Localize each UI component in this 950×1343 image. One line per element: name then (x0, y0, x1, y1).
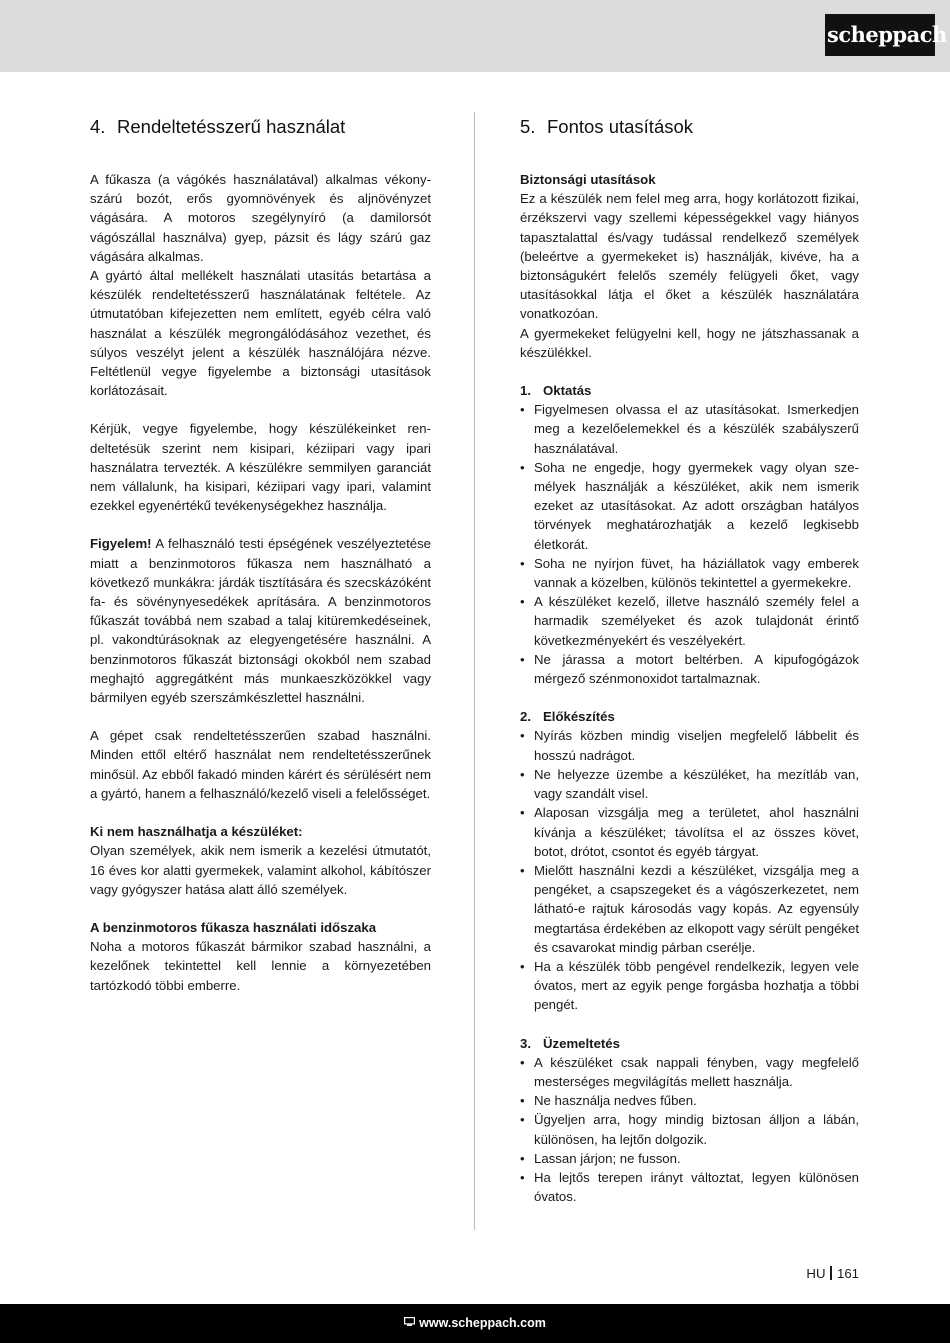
section-5-title: Fontos utasítások (547, 116, 694, 137)
section-5-number: 5. (520, 116, 536, 137)
bullet-list (520, 400, 859, 688)
list-item: • Lassan járjon; ne fusson. (520, 1150, 681, 1166)
list-item: • Ügyeljen arra, hogy mindig biztosan álljon a lábán, különösen, ha lejtőn dolgozik. (520, 1112, 859, 1147)
paragraph: Olyan személyek, akik nem ismerik a kezelési útmutatót, 16 éves kor alatti gyermekek, valamint alkohol, kábítószer vagy gyógyszer hatása alatt álló személyek. (90, 843, 431, 897)
list-item: • Figyelmesen olvassa el az utasításokat. Ismerkedjen meg a kezelőelemekkel és a készülék szabályszerű használatával. (520, 402, 859, 456)
usage-period-heading: A benzinmotoros fűkasza használati időszaka (90, 919, 377, 935)
section-4-title: Rendeltetésszerű használat (117, 116, 346, 137)
header-band (0, 0, 950, 72)
list-item: • Soha ne engedje, hogy gyermekek vagy olyan személyek használják a készüléket, akik nem ismerik ezeket az utasításokat. Az adott országban hatályos törvények meghatározhatják a kezelő legkisebb életkorát. (520, 459, 859, 552)
list-item: • Alaposan vizsgálja meg a területet, ahol használni kívánja a készüléket; távolítsa el az összes követ, botot, drótot, csontot és egyéb tárgyat. (520, 805, 859, 859)
list-item: • Ha a készülék több pengével rendelkezik, legyen vele óvatos, mert az egyik penge forgásba hozhatja a többi pengét. (520, 958, 859, 1013)
safety-heading: Biztonsági utasítások (520, 172, 656, 187)
column-divider (474, 112, 475, 1230)
list-item: • Ne helyezze üzembe a készüléket, ha mezítláb van, vagy szandált visel. (520, 766, 859, 802)
list-item: • A készüléket kezelő, illetve használó személy felel a harmadik személyeket és azok tulajdonát érintő következményekért és veszélyekért. (520, 594, 859, 648)
scheppach-logo: scheppach (825, 14, 935, 56)
list-item: • Nyírás közben mindig viseljen megfelelő lábbelit és hosszú nadrágot. (520, 728, 859, 763)
who-heading: Ki nem használhatja a készüléket: (90, 824, 303, 840)
website-link[interactable]: www.scheppach.com (419, 1316, 546, 1330)
list-item: • Ne használja nedves fűben. (520, 1093, 697, 1109)
list-item: • Ha lejtős terepen irányt változtat, legyen különösen óvatos. (520, 1169, 859, 1205)
page-number (806, 1264, 859, 1283)
section-4-heading (90, 112, 431, 142)
warning-text: A felhasználó testi épségének veszélyeztetése miatt a benzinmotoros fűkasza nem használható a következő munkákra: járdák tisztítására és szecskázóként fa- és sövénynyesedékek aprítására. A benzinmotoros fűkaszát továbbá nem szabad a talaj kitüremkedéseinek, pl. vakondtúrásoknak az elegyengetésére használni. A benzinmotoros fűkaszát biztonsági okokból nem szabad meghajtó aggregátként más munkaeszközökkel vagy bármilyen egyéb szerszámkészlettel használni. (90, 536, 431, 706)
warning-paragraph (90, 534, 431, 707)
list-item: • A készüléket csak nappali fényben, vagy megfelelő mesterséges megvilágítás mellett használja. (520, 1054, 859, 1089)
paragraph: A fűkasza (a vágókés használatával) alkalmas vékonyszárú bozót, erős gyomnövények és aljnövényzet vágására. A motoros szegélynyíró (a damilorsót vágószállal használva) gyep, pázsit és lágy szárú gaz vágására alkalmas. (90, 172, 431, 264)
paragraph: A gyártó által mellékelt használati utasítás betartása a készülék rendeltetésszerű használatának feltétele. Az útmutatóban kifejezetten nem említett, egyéb célra való használat a készülék megrongálódásához vezethet, és súlyos veszélyt jelent a készülék használójára nézve. Feltétlenül vegye figyelembe a biztonsági utasítások korlátozásait. (90, 268, 431, 399)
language-code: HU (806, 1266, 826, 1281)
section-5-heading (520, 112, 859, 142)
footer-bar (0, 1304, 950, 1343)
warning-label: Figyelem! (90, 536, 152, 552)
paragraph: Noha a motoros fűkaszát bármikor szabad használni, a kezelőnek tekintettel kell lennie a környezetében tartózkodó többi emberre. (90, 939, 431, 993)
page-number-value: 161 (836, 1266, 859, 1281)
separator (830, 1266, 832, 1280)
paragraph: A gépet csak rendeltetésszerűen szabad használni. Minden ettől eltérő használat nem rendeltetésszerűnek minősül. Az ebből fakadó minden kárért és sérülésért nem a gyártó, hanem a felhasználó/kezelő viseli a felelősséget. (90, 728, 431, 801)
right-column (520, 112, 859, 1206)
paragraph: Ez a készülék nem felel meg arra, hogy korlátozott fizikai, érzékszervi vagy szellemi képességekkel vagy hiányos tapasztalattal és/vagy tudással rendelkező személyek (beleértve a gyermekeket is) használják, kivéve, ha a biztonságukért felelős személy felügyeli őket, vagy utasításokkal látja el őket a készülék használatára vonatkozóan. (520, 191, 859, 322)
section-4-number: 4. (90, 116, 106, 137)
subsection-heading-oktatas: 1. Oktatás (520, 383, 592, 399)
subsection-heading-uzemeltetes: 3. Üzemeltetés (520, 1035, 620, 1051)
bullet-list (520, 1053, 859, 1207)
bullet-list (520, 726, 859, 1014)
list-item: • Soha ne nyírjon füvet, ha háziállatok vagy emberek vannak a közelben, különös tekintettel a gyermekekre. (520, 555, 859, 591)
left-column (90, 112, 431, 995)
paragraph: Kérjük, vegye figyelembe, hogy készülékeinket rendeltetésük szerint nem kisipari, kéziipari vagy ipari használatra tervezték. A készülékre semmilyen garanciát nem vállalunk, ha kisipari, kéziipari vagy ipari, valamint ezekkel egyenértékű tevékenységekhez használja. (90, 421, 431, 514)
paragraph: A gyermekeket felügyelni kell, hogy ne játszhassanak a készülékkel. (520, 325, 859, 360)
list-item: • Mielőtt használni kezdi a készüléket, vizsgálja meg a pengéket, a csapszegeket és a vágószerkezetet, nem látható-e rajtuk károsodás vagy kopás. Az egyensúly megtartása érdekében az elkopott vagy sérült pengéket és csavarokat mindig párban cserélje. (520, 862, 859, 955)
list-item: • Ne járassa a motort beltérben. A kipufogógázok mérgező szénmonoxidot tartalmaznak. (520, 651, 859, 687)
subsection-heading-elokeszites: 2. Előkészítés (520, 709, 615, 725)
monitor-icon (404, 1304, 415, 1343)
